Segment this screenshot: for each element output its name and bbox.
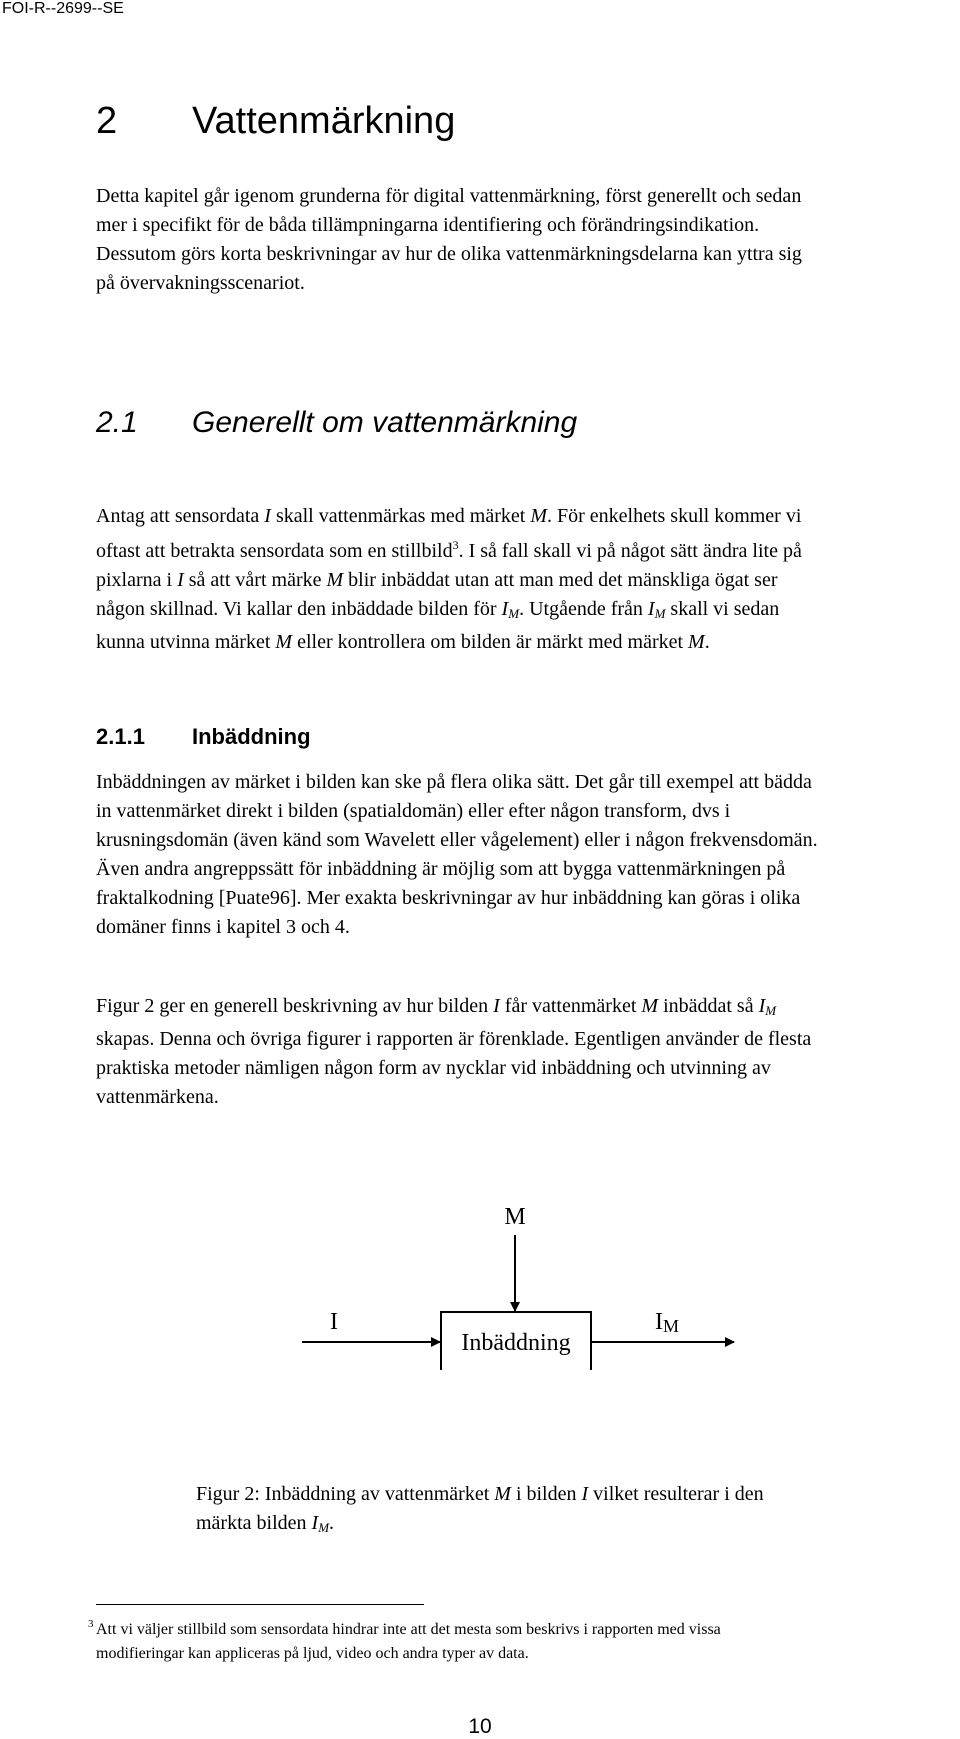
sub-para-line: vattenmärkena. — [96, 1086, 219, 1108]
sub-para-line: Även andra angreppssätt för inbäddning är möjlig som att bygga vattenmärkningen på — [96, 858, 786, 880]
footnote-line: Att vi väljer stillbild som sensordata hindrar inte att det mesta som beskrivs i rapporten med vissa — [96, 1621, 721, 1638]
sub-para-line: Figur 2 ger en generell beskrivning av hur bilden I får vattenmärket M inbäddat så $I_M$ — [96, 995, 777, 1018]
sub-para-line: praktiska metoder nämligen någon form av nycklar vid inbäddning och utvinning av — [96, 1057, 771, 1079]
section-para-line: Antag att sensordata I skall vattenmärkas med märket M. För enkelhets skull kommer vi — [96, 505, 802, 527]
footnote-ref: 3 — [452, 538, 459, 552]
page-number: 10 — [468, 1715, 492, 1738]
footnote — [88, 1618, 876, 1666]
section-number: 2.1 — [96, 406, 138, 439]
intro-line: på övervakningsscenariot. — [96, 272, 305, 294]
section-para-line: oftast att betrakta sensordata som en stillbild$^3$. I så fall skall vi på något sätt ändra lite på — [96, 538, 802, 562]
chapter-number: 2 — [96, 100, 118, 142]
section-para-line: någon skillnad. Vi kallar den inbäddade bilden för $I_M$. Utgående från $I_M$ skall vi sedan — [96, 598, 780, 621]
intro-line: Detta kapitel går igenom grunderna för digital vattenmärkning, först generellt och sedan — [96, 185, 802, 207]
footnote-number: 3 — [88, 1618, 94, 1630]
sub-para-line: Inbäddningen av märket i bilden kan ske på flera olika sätt. Det går till exempel att bädda — [96, 771, 812, 793]
subsection-paragraph-2 — [96, 992, 922, 1112]
subsection-number: 2.1.1 — [96, 724, 145, 749]
chapter-heading — [96, 100, 455, 143]
sub-para-line: krusningsdomän (även känd som Wavelett eller vågelement) eller i någon frekvensdomän. — [96, 829, 818, 851]
intro-line: mer i specifikt för de båda tillämpningarna identifiering och förändringsindikation. — [96, 214, 760, 236]
subsection-title: Inbäddning — [192, 724, 311, 749]
figure-caption — [196, 1480, 876, 1542]
diagram-label-output: IM — [655, 1309, 680, 1336]
diagram-label-m: M — [504, 1204, 526, 1230]
section-para-line: kunna utvinna märket M eller kontrollera om bilden är märkt med märket M. — [96, 631, 710, 653]
diagram-label-i: I — [330, 1309, 338, 1335]
footnote-divider — [96, 1604, 424, 1605]
sub-para-line: skapas. Denna och övriga figurer i rapporten är förenklade. Egentligen använder de flesta — [96, 1028, 812, 1050]
intro-paragraph — [96, 182, 922, 298]
section-paragraph — [96, 502, 922, 657]
caption-line: Figur 2: Inbäddning av vattenmärket M i bilden I vilket resulterar i den — [196, 1483, 764, 1505]
section-heading — [96, 406, 577, 440]
section-title: Generellt om vattenmärkning — [192, 406, 578, 439]
embedding-diagram — [300, 1180, 800, 1370]
sub-para-line: in vattenmärket direkt i bilden (spatialdomän) eller efter någon transform, dvs i — [96, 800, 731, 822]
caption-line: märkta bilden $I_M$. — [196, 1512, 335, 1535]
footnote-line: modifieringar kan appliceras på ljud, video och andra typer av data. — [96, 1645, 529, 1662]
sub-para-line: fraktalkodning [Puate96]. Mer exakta beskrivningar av hur inbäddning kan göras i olika — [96, 887, 801, 909]
subsection-paragraph-1 — [96, 768, 922, 942]
embedding-box-label: Inbäddning — [461, 1330, 571, 1356]
sub-para-line: domäner finns i kapitel 3 och 4. — [96, 916, 350, 938]
subsection-heading — [96, 724, 311, 750]
section-para-line: pixlarna i I så att vårt märke M blir inbäddat utan att man med det mänskliga ögat ser — [96, 569, 778, 591]
report-id: FOI-R--2699--SE — [2, 0, 124, 17]
chapter-title: Vattenmärkning — [192, 100, 456, 142]
intro-line: Dessutom görs korta beskrivningar av hur de olika vattenmärkningsdelarna kan yttra sig — [96, 243, 802, 265]
